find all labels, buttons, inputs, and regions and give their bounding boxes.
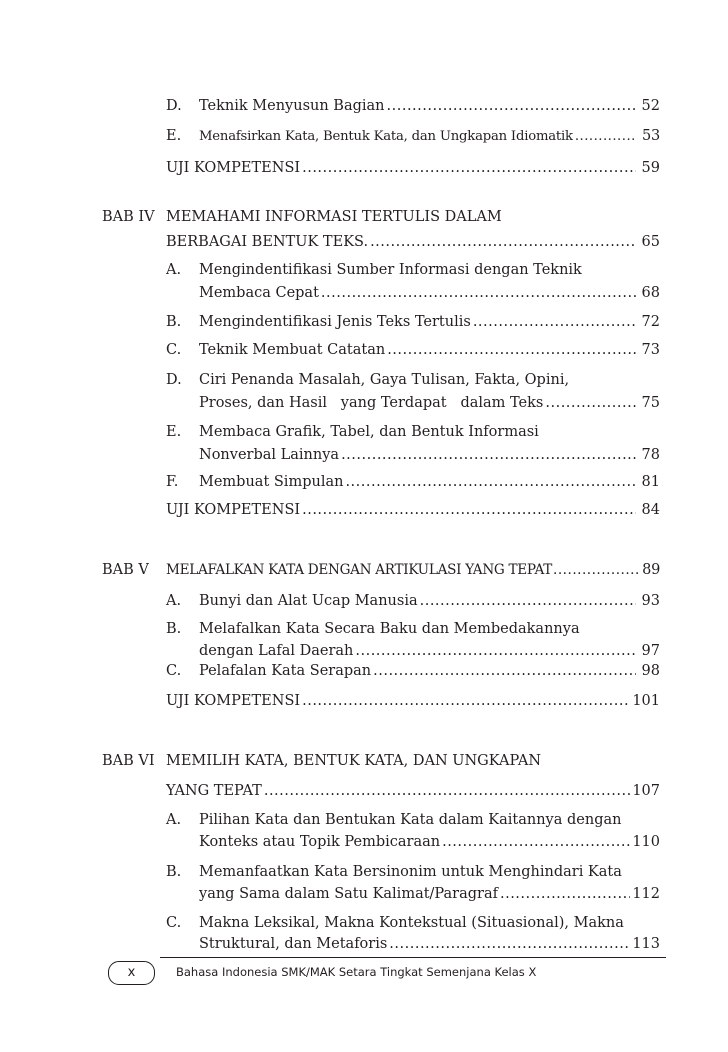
dot-leader <box>575 125 636 149</box>
dot-leader <box>370 230 635 254</box>
footer-divider <box>160 957 666 958</box>
page-number: 101 <box>632 693 660 709</box>
item-label: B. <box>166 864 182 880</box>
toc-entry-bab-vi[interactable] <box>166 779 660 803</box>
item-label: D. <box>166 98 182 114</box>
entry-title: Teknik Menyusun Bagian <box>199 98 385 114</box>
entry-title-line: Pilihan Kata dan Bentukan Kata dalam Kaitannya dengan <box>199 812 622 828</box>
entry-title: Nonverbal Lainnya <box>199 447 340 463</box>
toc-entry-bab-v[interactable] <box>166 558 660 582</box>
page-number: 97 <box>641 643 660 659</box>
entry-title: Menafsirkan Kata, Bentuk Kata, dan Ungkapan Idiomatik <box>199 129 573 144</box>
page-number: 89 <box>642 562 660 578</box>
item-label: F. <box>166 474 179 490</box>
entry-title: YANG TEPAT <box>166 783 262 799</box>
toc-entry-kata-bersinonim[interactable] <box>199 882 660 906</box>
toc-entry-bab-iv[interactable] <box>166 230 660 254</box>
entry-title: dengan Lafal Daerah <box>199 643 354 659</box>
chapter-title-line: MEMAHAMI INFORMASI TERTULIS DALAM <box>166 209 502 225</box>
toc-entry-uji-kompetensi[interactable] <box>166 689 660 713</box>
item-label: C. <box>166 342 182 358</box>
page-number: 98 <box>641 663 660 679</box>
item-label: D. <box>166 372 182 388</box>
dot-leader <box>373 659 635 683</box>
dot-leader <box>302 156 635 180</box>
page-number-badge: x <box>108 961 155 985</box>
dot-leader <box>389 932 630 956</box>
page-number: 113 <box>632 936 660 952</box>
dot-leader <box>387 94 636 118</box>
page-number: 53 <box>641 128 660 144</box>
dot-leader <box>420 589 636 613</box>
page-number: 59 <box>641 160 660 176</box>
footer-book-title: Bahasa Indonesia SMK/MAK Setara Tingkat Semenjana Kelas X <box>176 965 537 979</box>
entry-title-line: Mengindentifikasi Sumber Informasi dengan Teknik <box>199 262 582 278</box>
entry-title: Konteks atau Topik Pembicaraan <box>199 834 441 850</box>
item-label: A. <box>166 593 182 609</box>
dot-leader <box>387 338 635 362</box>
dot-leader <box>442 830 630 854</box>
dot-leader <box>473 310 636 334</box>
item-label: B. <box>166 621 182 637</box>
dot-leader <box>345 470 635 494</box>
item-label: E. <box>166 424 182 440</box>
page-number: 75 <box>641 395 660 411</box>
page-number: 65 <box>641 234 660 250</box>
item-label: B. <box>166 314 182 330</box>
chapter-title-line: MEMILIH KATA, BENTUK KATA, DAN UNGKAPAN <box>166 753 542 769</box>
toc-entry-menafsirkan-kata[interactable] <box>199 124 660 148</box>
item-label: A. <box>166 812 182 828</box>
entry-title-line: Melafalkan Kata Secara Baku dan Membedakannya <box>199 621 580 637</box>
entry-title: Membuat Simpulan <box>199 474 344 490</box>
toc-entry-teknik-menyusun-bagian[interactable] <box>199 94 660 118</box>
dot-leader <box>553 558 638 582</box>
entry-title: Bunyi dan Alat Ucap Manusia <box>199 593 418 609</box>
page-number: 52 <box>641 98 660 114</box>
page-number: 73 <box>641 342 660 358</box>
toc-entry-sumber-informasi[interactable] <box>199 281 660 305</box>
chapter-label: BAB V <box>102 562 149 578</box>
entry-title-line: Memanfaatkan Kata Bersinonim untuk Menghindari Kata <box>199 864 622 880</box>
entry-title: Pelafalan Kata Serapan <box>199 663 372 679</box>
entry-title: Proses, dan Hasil yang Terdapat dalam Teks <box>199 395 544 411</box>
chapter-label: BAB IV <box>102 209 155 225</box>
page-number: 107 <box>632 783 660 799</box>
toc-entry-uji-kompetensi[interactable] <box>166 156 660 180</box>
chapter-label: BAB VI <box>102 753 155 769</box>
page-number: 78 <box>641 447 660 463</box>
toc-entry-pelafalan-kata-serapan[interactable] <box>199 659 660 683</box>
dot-leader <box>321 281 636 305</box>
entry-title-line: Makna Leksikal, Makna Kontekstual (Situasional), Makna <box>199 915 624 931</box>
dot-leader <box>545 391 635 415</box>
entry-title: Teknik Membuat Catatan <box>199 342 386 358</box>
dot-leader <box>302 498 635 522</box>
dot-leader <box>302 689 630 713</box>
entry-title: MELAFALKAN KATA DENGAN ARTIKULASI YANG TEPAT <box>166 562 553 578</box>
dot-leader <box>341 443 635 467</box>
toc-entry-bunyi-alat-ucap[interactable] <box>199 589 660 613</box>
item-label: C. <box>166 663 182 679</box>
entry-title-line: Ciri Penanda Masalah, Gaya Tulisan, Fakta, Opini, <box>199 372 570 388</box>
page-number: 112 <box>632 886 660 902</box>
toc-entry-pilihan-kata[interactable] <box>199 830 660 854</box>
page-number: 110 <box>632 834 660 850</box>
entry-title: UJI KOMPETENSI <box>166 160 301 176</box>
page-number: 72 <box>641 314 660 330</box>
toc-entry-membuat-simpulan[interactable] <box>199 470 660 494</box>
toc-entry-ciri-penanda[interactable] <box>199 391 660 415</box>
entry-title: Membaca Cepat <box>199 285 319 301</box>
page-number: 93 <box>641 593 660 609</box>
item-label: A. <box>166 262 182 278</box>
toc-entry-membuat-catatan[interactable] <box>199 338 660 362</box>
entry-title: UJI KOMPETENSI <box>166 502 301 518</box>
item-label: C. <box>166 915 182 931</box>
entry-title: BERBAGAI BENTUK TEKS. <box>166 234 369 250</box>
page-number: 81 <box>641 474 660 490</box>
entry-title: Struktural, dan Metaforis <box>199 936 388 952</box>
entry-title-line: Membaca Grafik, Tabel, dan Bentuk Informasi <box>199 424 539 440</box>
dot-leader <box>264 779 630 803</box>
toc-entry-jenis-teks[interactable] <box>199 310 660 334</box>
toc-entry-membaca-grafik[interactable] <box>199 443 660 467</box>
item-label: E. <box>166 128 182 144</box>
dot-leader <box>500 882 630 906</box>
entry-title: yang Sama dalam Satu Kalimat/Paragraf <box>199 886 498 902</box>
page-number: 84 <box>641 502 660 518</box>
page-number: 68 <box>641 285 660 301</box>
toc-entry-makna-leksikal[interactable] <box>199 932 660 956</box>
entry-title: Mengindentifikasi Jenis Teks Tertulis <box>199 314 471 330</box>
toc-entry-uji-kompetensi[interactable] <box>166 498 660 522</box>
entry-title: UJI KOMPETENSI <box>166 693 301 709</box>
